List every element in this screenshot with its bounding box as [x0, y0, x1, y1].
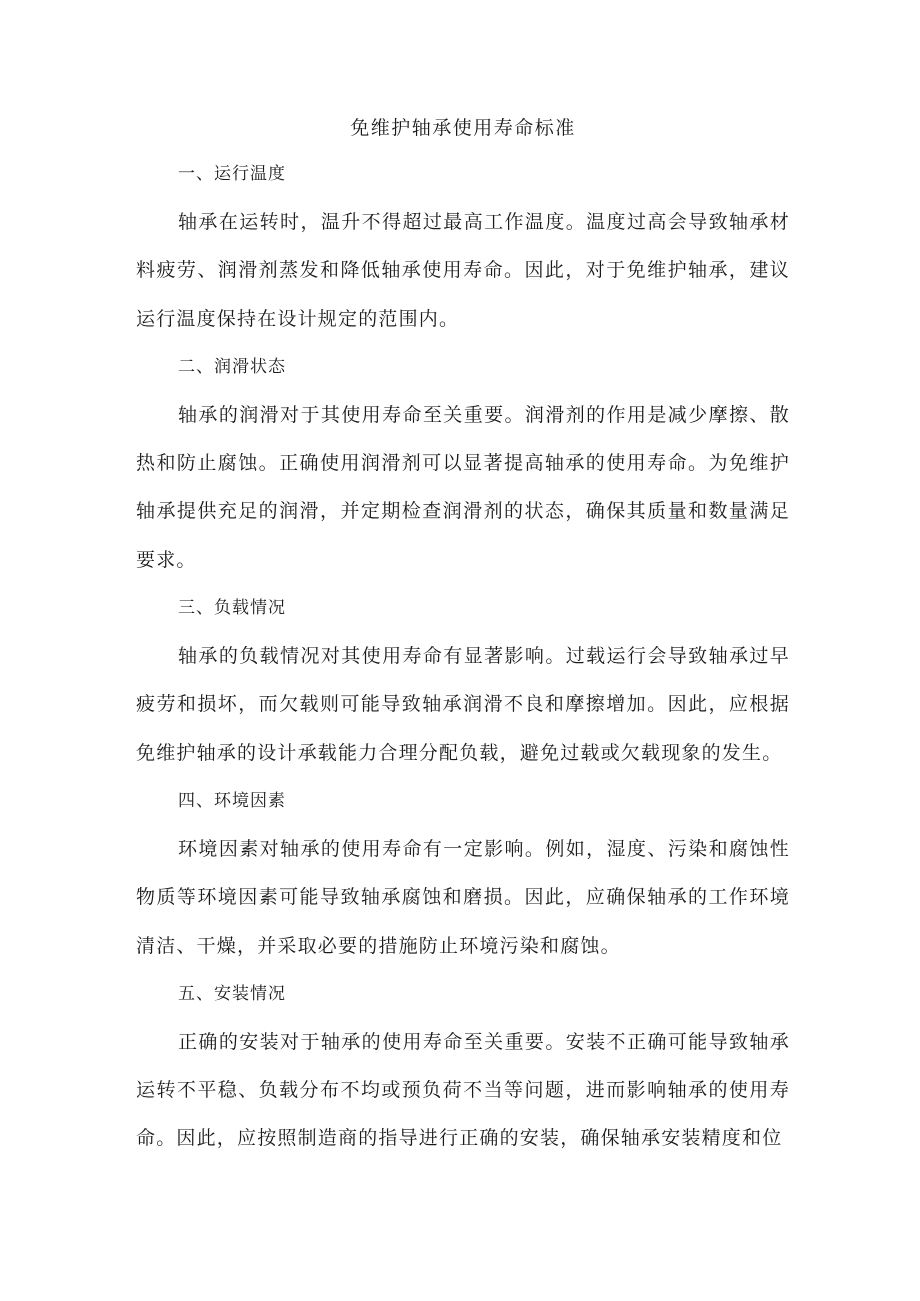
section-lubrication [136, 353, 790, 584]
section-heading: 一、运行温度 [178, 164, 286, 184]
document-title: 免维护轴承使用寿命标准 [350, 117, 576, 139]
section-environment [136, 787, 790, 970]
section-paragraph: 环境因素对轴承的使用寿命有一定影响。例如，湿度、污染和腐蚀性物质等环境因素可能导致轴承腐蚀和磨损。因此，应确保轴承的工作环境清洁、干燥，并采取必要的措施防止环境污染和腐蚀。 [136, 837, 790, 957]
section-heading: 五、安装情况 [178, 983, 286, 1004]
document-content [136, 108, 790, 1173]
section-paragraph: 轴承在运转时，温升不得超过最高工作温度。温度过高会导致轴承材料疲劳、润滑剂蒸发和降低轴承使用寿命。因此，对于免维护轴承，建议运行温度保持在设计规定的范围内。 [136, 211, 790, 330]
section-heading: 三、负载情况 [178, 598, 286, 619]
section-heading: 二、润滑状态 [178, 356, 286, 377]
section-paragraph: 轴承的负载情况对其使用寿命有显著影响。过载运行会导致轴承过早疲劳和损坏，而欠载则可能导致轴承润滑不良和摩擦增加。因此，应根据免维护轴承的设计承载能力合理分配负载，避免过载或欠载现象的发生。 [136, 645, 790, 764]
section-operating-temperature [136, 160, 790, 343]
section-paragraph: 轴承的润滑对于其使用寿命至关重要。润滑剂的作用是减少摩擦、散热和防止腐蚀。正确使用润滑剂可以显著提高轴承的使用寿命。为免维护轴承提供充足的润滑，并定期检查润滑剂的状态，确保其质量和数量满足要求。 [136, 403, 790, 571]
section-load [136, 594, 790, 777]
section-installation [136, 980, 790, 1163]
section-heading: 四、环境因素 [178, 790, 286, 811]
section-paragraph: 正确的安装对于轴承的使用寿命至关重要。安装不正确可能导致轴承运转不平稳、负载分布不均或预负荷不当等问题，进而影响轴承的使用寿命。因此，应按照制造商的指导进行正确的安装，确保轴承安装精度和位 [136, 1030, 790, 1150]
